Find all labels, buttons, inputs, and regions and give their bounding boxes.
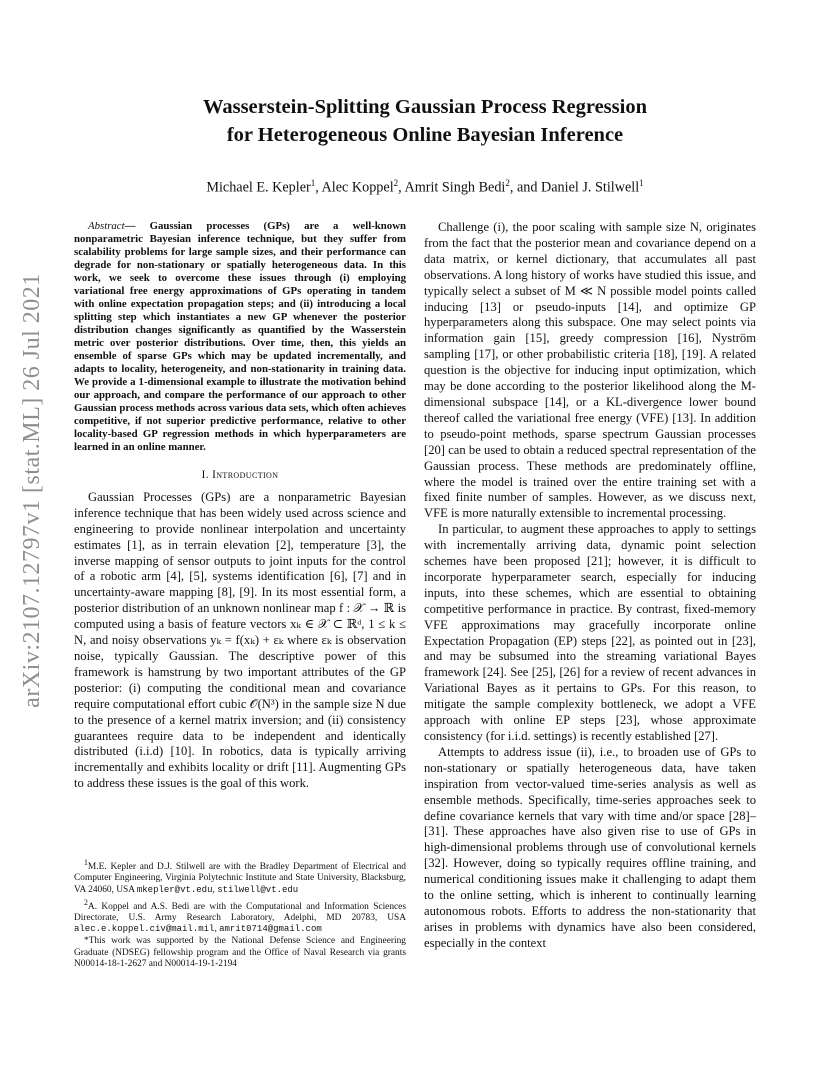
footnote-marker: 1	[84, 858, 88, 867]
footnote-text: M.E. Kepler and D.J. Stilwell are with the Bradley Department of Electrical and Computer Engineering, Virginia Polytechnic Institute and State University, Blacksburg, VA 24060, USA	[74, 862, 406, 895]
affiliation-marker: 1	[310, 178, 316, 188]
right-column	[424, 220, 756, 952]
footnotes	[74, 857, 406, 971]
abstract	[74, 220, 406, 454]
email-link[interactable]: mkepler@vt.edu	[136, 884, 213, 895]
email-link[interactable]: alec.e.koppel.civ@mail.mil	[74, 924, 215, 935]
affiliation-marker: 1	[639, 178, 644, 188]
abstract-dash: —	[124, 220, 150, 232]
body-paragraph: Attempts to address issue (ii), i.e., to broaden use of GPs to non-stationary or spatially heterogeneous data, have taken inspiration from vector-valued time-series analysis as well as ensemble methods. Specifically, time-series approaches seek to define covariance kernels that vary with time and/or space [28]–[31]. These approaches have also given rise to use of GPs in high-dimensional problems through use of convolutional kernels [32]. However, doing so typically requires offline training, and numerical conditioning issues make it challenging to adapt them to the online setting, which is inherent to continually learning autonomous robots. Efforts to address the non-stationarity that arises in problems with dynamics have also been considered, especially in the context	[424, 744, 756, 950]
author-separator: ,	[315, 179, 322, 196]
left-column	[74, 220, 406, 792]
abstract-label: Abstract	[88, 220, 125, 232]
footnote-separator: ,	[212, 884, 218, 895]
section-number: I.	[201, 469, 213, 481]
arxiv-identifier-text: arXiv:2107.12797v1 [stat.ML] 26 Jul 2021	[18, 272, 45, 708]
title-line-1: Wasserstein-Splitting Gaussian Process Regression	[202, 96, 647, 118]
author-name: Alec Koppel	[321, 179, 394, 196]
arxiv-identifier-stamp	[10, 272, 54, 708]
author-separator: , and	[509, 179, 542, 196]
section-name: Introduction	[212, 469, 279, 481]
body-paragraph: In particular, to augment these approaches to apply to settings with incrementally arriving data, dynamic point selection schemes have been proposed [21]; however, it is difficult to incorporate hyperparameter search, especially for inducing inputs, into these schemes, which are essential to obtaining competitive performance in practice. By contrast, fixed-memory VFE approximations may gracefully incorporate online Expectation Propagation (EP) steps [22], as pointed out in [23], and may be subsumed into the streaming variational Bayes framework [24]. See [25], [26] for a review of recent advances in Variational Bayes as it pertains to GPs. For this reason, to mitigate the sample complexity bottleneck, we adopt a VFE approach with online EP steps [23], whose approximate consistency (for i.i.d. settings) is recently established [27].	[424, 522, 756, 743]
footnote-affiliation-2	[74, 897, 406, 936]
author-name: Michael E. Kepler	[206, 179, 311, 196]
author-list	[90, 174, 760, 197]
paper-header	[90, 93, 760, 197]
section-heading-introduction	[74, 468, 406, 484]
title-line-2: for Heterogeneous Online Bayesian Inference	[226, 124, 624, 146]
email-link[interactable]: stilwell@vt.edu	[217, 884, 299, 895]
body-paragraph: Challenge (i), the poor scaling with sample size N, originates from the fact that the posterior mean and covariance depend on a data matrix, or kernel dictionary, that accumulates all past observations. A long history of works have studied this issue, and typically select a subset of M ≪ N possible model points called inducing [13] or pseudo-inputs [14], and optimize GP hyperparameters along this subspace. One may select points via information gain [15], greedy compression [16], Nyström sampling [17], or other probabilistic criteria [18], [19]. A related question is the objective for inducing input optimization, which may be done according to the posterior likelihood along the M-dimensional subspace [14], or a KL-divergence lower bound thereof called the variational free energy (VFE) [13]. In addition to pseudo-point methods, sparse spectrum Gaussian processes [20] can be used to obtain a reduced spectral representation of the Gaussian process. These methods are predominately offline, where the model is trained over the entire training set with a fixed finite number of samples. However, as we discuss next, VFE is more naturally extensible to incremental processing.	[424, 220, 756, 521]
abstract-body: Gaussian processes (GPs) are a well-known nonparametric Bayesian inference technique, but they suffer from scalability problems for large sample sizes, and their performance can degrade for non-stationary or spatially heterogeneous data. In this work, we seek to overcome these issues through (i) employing variational free energy approximations of GPs operating in tandem with online expectation propagation steps; and (ii) introducing a local splitting step which instantiates a new GP whenever the posterior distribution changes significantly as quantified by the Wasserstein metric over posterior distributions. Over time, then, this yields an ensemble of sparse GPs which may be updated incrementally, and adapts to locality, heterogeneity, and non-stationarity in training data. We provide a 1-dimensional example to illustrate the motivation behind our approach, and compare the performance of our approach to other Gaussian process methods across various data sets, which often achieves competitive, if not superior predictive performance, relative to other locality-based GP regression methods in which hyperparameters are learned in an online manner.	[74, 220, 406, 453]
footnote-text: A. Koppel and A.S. Bedi are with the Computational and Information Sciences Directorate, U.S. Army Research Laboratory, Adelphi, MD 20783, USA	[74, 901, 406, 924]
affiliation-marker: 2	[393, 178, 399, 188]
intro-paragraph: Gaussian Processes (GPs) are a nonparametric Bayesian inference technique that has been widely used across science and engineering to provide nonlinear interpolation and uncertainty estimates [1], as in terrain elevation [2], temperature [3], the inverse mapping of sensor outputs to joint inputs for the control of a robotic arm [4], [5], systems identification [6], [7] and in uncertainty-aware mapping [8], [9]. In its most essential form, a posterior distribution of an unknown nonlinear map f : 𝒳 → ℝ is computed using a basis of feature vectors xₖ ∈ 𝒳 ⊂ ℝᵈ, 1 ≤ k ≤ N, and noisy observations yₖ = f(xₖ) + εₖ where εₖ is observation noise, typically Gaussian. The descriptive power of this framework is hamstrung by two important attributes of the GP posterior: (i) computing the conditional mean and covariance require computational effort cubic 𝒪(N³) in the sample size N due to the presence of a kernel matrix inversion; and (ii) consistency guarantees require data to be independent and identically distributed (i.i.d) [10]. In robotics, data is typically arriving incrementally and exhibits locality or drift [11]. Augmenting GPs to address these issues is the goal of this work.	[74, 489, 406, 791]
email-link[interactable]: amrit0714@gmail.com	[219, 924, 322, 935]
footnote-separator: ,	[214, 924, 220, 935]
affiliation-marker: 2	[505, 178, 510, 188]
author-separator: ,	[398, 179, 405, 196]
author-name: Amrit Singh Bedi	[404, 179, 506, 196]
footnote-funding: *This work was supported by the National Defense Science and Engineering Graduate (NDSEG) fellowship program and the Office of Naval Research via grants N00014-18-1-2627 and N00014-19-1-2194	[74, 936, 406, 969]
footnote-marker: 2	[84, 897, 88, 907]
author-name: Daniel J. Stilwell	[541, 179, 640, 196]
footnote-affiliation-1	[74, 857, 406, 896]
paper-title	[90, 93, 760, 149]
